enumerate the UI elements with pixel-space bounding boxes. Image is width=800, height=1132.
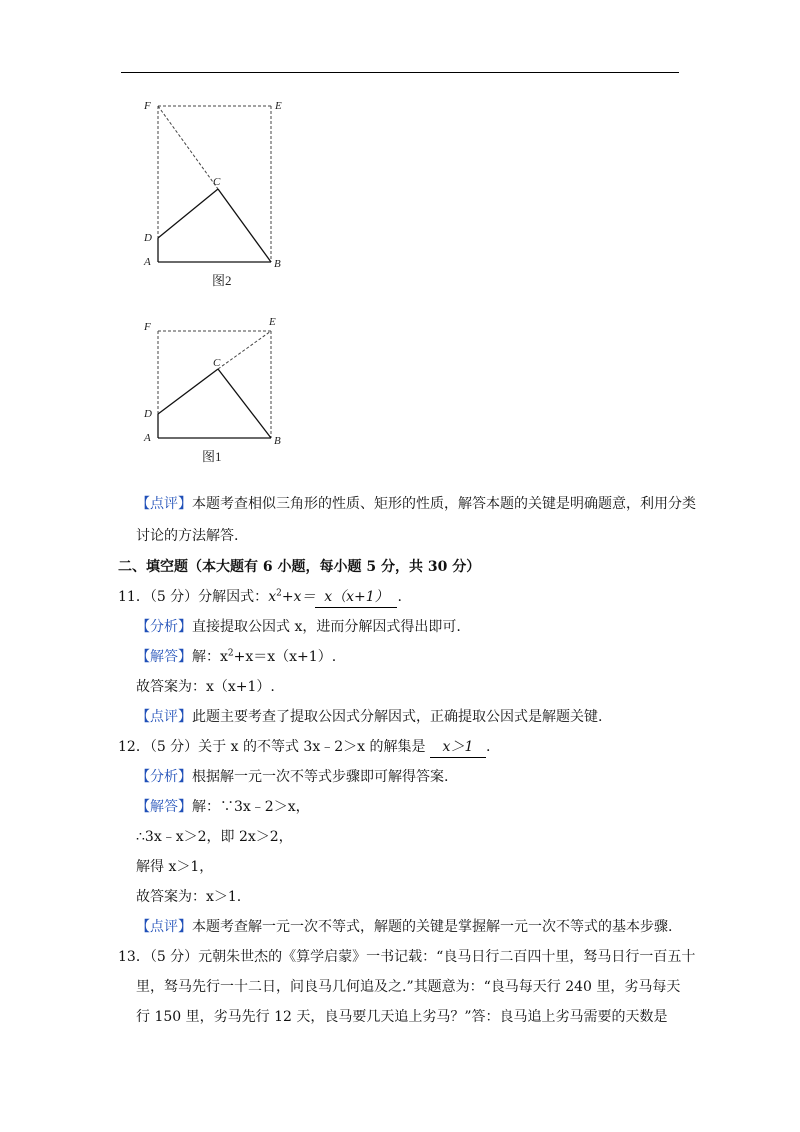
label-e: E (275, 100, 282, 112)
question-13-line-1: 13．（5 分）元朝朱世杰的《算学启蒙》一书记载：“良马日行二百四十里，驽马日行一百五十 (118, 949, 696, 965)
answer-blank-12: x＞1 (430, 737, 486, 758)
label-e: E (269, 316, 276, 328)
label-c: C (213, 176, 221, 188)
segment-dc (158, 189, 218, 238)
label-b: B (274, 258, 281, 270)
answer-blank-11: x（x+1） (315, 587, 397, 608)
q11-final: 故答案为：x（x+1）. (136, 679, 275, 695)
q11-comment: 【点评】此题主要考查了提取公因式分解因式，正确提取公因式是解题关键. (136, 709, 603, 725)
label-b: B (274, 435, 281, 447)
comment-10-line-2: 讨论的方法解答. (136, 528, 239, 544)
label-c: C (213, 357, 221, 369)
figure-1 (136, 315, 296, 467)
label-d: D (144, 408, 152, 420)
question-13-line-2: 里，驽马先行一十二日，问良马几何追及之.”其题意为：“良马每天行 240 里，劣马每天 (136, 979, 681, 995)
segment-cb (218, 369, 271, 438)
figure-2 (136, 95, 296, 291)
figure-1-caption: 图1 (202, 449, 222, 464)
comment-tag: 【点评】 (136, 496, 192, 512)
comment-10-line-1: 【点评】本题考查相似三角形的性质、矩形的性质，解答本题的关键是明确题意，利用分类 (136, 496, 696, 512)
figure-1-diagram (136, 315, 296, 467)
label-a: A (144, 432, 151, 444)
header-rule (121, 72, 679, 73)
label-f: F (144, 100, 151, 112)
figure-2-caption: 图2 (212, 273, 232, 288)
section-2-title: 二、填空题（本大题有 6 小题，每小题 5 分，共 30 分） (118, 559, 481, 575)
question-12: 12．（5 分）关于 x 的不等式 3x﹣2＞x 的解集是 x＞1 . (118, 737, 490, 758)
segment-dc (158, 369, 218, 414)
segment-fc (158, 106, 218, 189)
q12-step-2: 解得 x＞1， (136, 859, 214, 875)
q12-final: 故答案为：x＞1. (136, 889, 242, 905)
q12-analysis: 【分析】根据解一元一次不等式步骤即可解得答案. (136, 769, 449, 785)
q11-analysis: 【分析】直接提取公因式 x，进而分解因式得出即可. (136, 619, 461, 635)
label-f: F (144, 321, 151, 333)
q12-solution: 【解答】解：∵3x﹣2＞x， (136, 799, 310, 815)
segment-cb (218, 189, 271, 262)
question-11: 11．（5 分）分解因式：$x^2+x= x(x+1)$ . (118, 587, 402, 608)
question-13-line-3: 行 150 里，劣马先行 12 天，良马要几天追上劣马？”答：良马追上劣马需要的天数是 (136, 1009, 668, 1025)
label-a: A (144, 256, 151, 268)
q11-solution: 【解答】解：$x^2+x=x(x+1)$. (136, 648, 337, 665)
q12-step-1: ∴3x﹣x＞2，即 2x＞2， (136, 829, 293, 845)
label-d: D (144, 232, 152, 244)
figure-2-diagram (136, 95, 296, 291)
segment-ce (218, 331, 271, 369)
q12-comment: 【点评】本题考查解一元一次不等式，解题的关键是掌握解一元一次不等式的基本步骤. (136, 919, 673, 935)
